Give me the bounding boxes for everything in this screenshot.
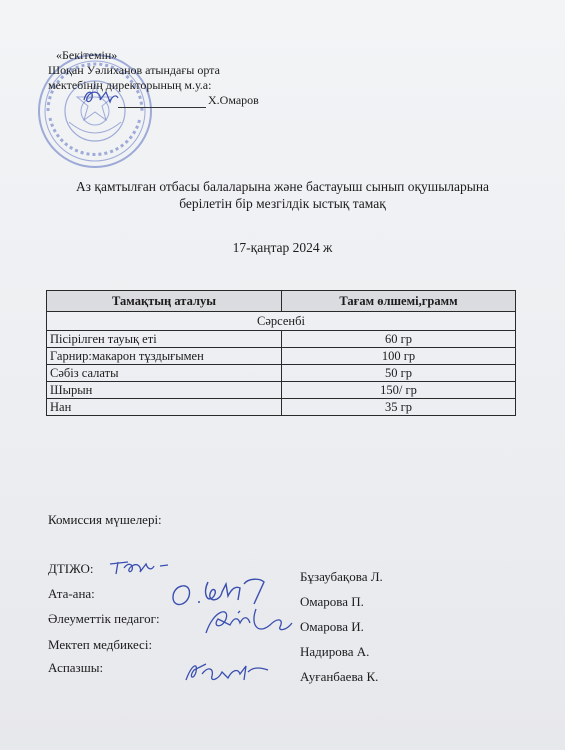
member-name: Омарова И. [300, 619, 364, 634]
director-name: Х.Омаров [208, 93, 259, 107]
director-signature [80, 86, 120, 108]
document-title [0, 178, 565, 212]
dish-name: Пісірілген тауық еті [47, 331, 282, 348]
signature-social-pedagogue [200, 605, 300, 639]
menu-table [46, 290, 516, 416]
member-name: Ауғанбаева К. [300, 669, 379, 684]
header-dish-name: Тамақтың аталуы [47, 291, 282, 312]
document-date: 17-қаңтар 2024 ж [232, 240, 333, 255]
member-role: Әлеуметтік педагог: [48, 611, 160, 626]
table-row [47, 382, 516, 399]
table-row [47, 399, 516, 416]
dish-name: Сәбіз салаты [47, 365, 282, 382]
table-row [47, 365, 516, 382]
signature-dtizho [106, 554, 170, 578]
signature-cook [182, 658, 272, 686]
title-line-2: берілетін бір мезгілдік ыстық тамақ [179, 196, 386, 211]
approval-heading: «Бекітемін» [56, 48, 118, 62]
header-portion-size: Тағам өлшемі,грамм [282, 291, 516, 312]
member-name: Омарова П. [300, 594, 364, 609]
member-role: ДТІЖО: [48, 561, 94, 576]
dish-name: Нан [47, 399, 282, 416]
table-row [47, 331, 516, 348]
approval-position: мектебінің директорының м.у.а: [48, 78, 212, 92]
day-row [47, 312, 516, 331]
dish-qty: 35 гр [282, 399, 516, 416]
member-role: Мектеп медбикесі: [48, 637, 153, 652]
member-name: Бұзаубақова Л. [300, 569, 383, 584]
day-label: Сәрсенбі [47, 312, 516, 331]
title-line-1: Аз қамтылған отбасы балаларына және бастауыш сынып оқушыларына [75, 179, 490, 194]
dish-name: Гарнир:макарон тұздығымен [47, 348, 282, 365]
member-role: Аспазшы: [48, 660, 104, 675]
dish-qty: 100 гр [282, 348, 516, 365]
table-row [47, 348, 516, 365]
menu-header-row [47, 291, 516, 312]
approval-school: Шоқан Уәлиханов атындағы орта [48, 63, 220, 77]
member-name: Надирова А. [300, 644, 370, 659]
commission-heading: Комиссия мүшелері: [48, 512, 162, 527]
member-role: Ата-ана: [48, 586, 95, 601]
dish-qty: 50 гр [282, 365, 516, 382]
dish-name: Шырын [47, 382, 282, 399]
dish-qty: 60 гр [282, 331, 516, 348]
dish-qty: 150/ гр [282, 382, 516, 399]
signature-underline [118, 107, 206, 108]
